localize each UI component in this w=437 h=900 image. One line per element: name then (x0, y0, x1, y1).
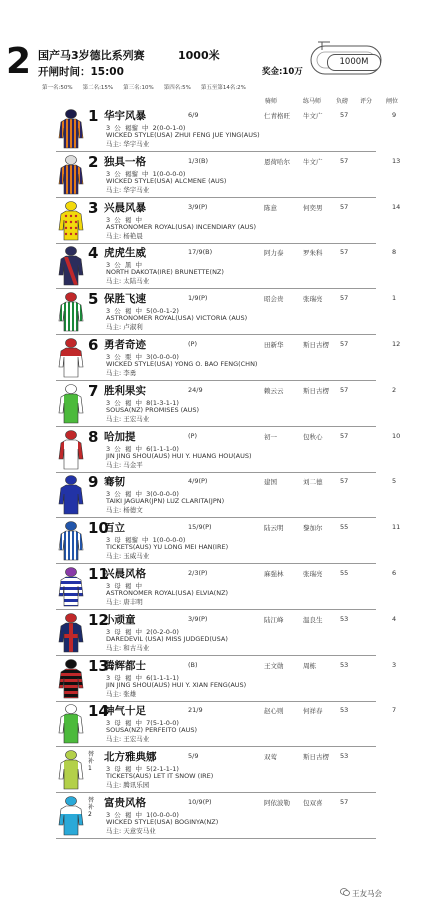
row-divider (56, 655, 376, 656)
entry-row (0, 749, 437, 793)
row-divider (56, 838, 376, 839)
horse-weight: 57 (340, 385, 349, 394)
horse-name: 富贵风格 (104, 797, 146, 809)
horse-owner: 马主: 唐丰明 (106, 598, 143, 606)
horse-number: 13 (88, 656, 109, 675)
horse-info: 3 母 褐 中 5(2-1-1-1) (106, 765, 179, 774)
entry-row (0, 520, 437, 564)
horse-pedigree: NORTH DAKOTA(IRE) BRUNETTE(NZ) (106, 268, 224, 277)
horse-info: 3 公 褐 中 (106, 215, 143, 224)
horse-weight: 57 (340, 202, 349, 211)
horse-weight: 57 (340, 111, 349, 119)
horse-odds: 4/9(P) (188, 477, 208, 486)
row-divider (56, 151, 376, 152)
horse-info: 3 母 褐骝 中 1(0-0-0-0) (106, 536, 186, 545)
horse-number: 11 (88, 565, 109, 583)
horse-pedigree: ASTRONOMER ROYAL(USA) INCENDIARY (AUS) (106, 222, 257, 231)
jockey-name: 陆江峰 (264, 615, 284, 624)
horse-info: 3 母 褐 中 (106, 582, 143, 590)
horse-owner: 马主: 华宇马业 (106, 140, 150, 148)
jockey-silk-icon (58, 108, 84, 150)
horse-number: 6 (88, 336, 99, 354)
row-divider (56, 609, 376, 610)
jockey-silk-icon (58, 337, 84, 379)
row-divider (56, 380, 376, 381)
horse-pedigree: SOUSA(NZ) PROMISES (AUS) (106, 405, 200, 414)
horse-info: 3 公 褐 中 8(1-3-1-1) (106, 398, 179, 407)
horse-odds: (P) (188, 431, 197, 440)
horse-pedigree: DAREDEVIL (USA) MISS JUDGED(USA) (106, 634, 228, 643)
jockey-name: 陈意 (264, 203, 277, 212)
horse-owner: 马主: 马金平 (106, 460, 143, 469)
horse-name: 哈加提 (104, 430, 136, 443)
horse-pedigree: WICKED STYLE(USA) YONG O. BAO FENG(CHN) (106, 360, 258, 368)
trainer-name: 包秋心 (303, 432, 323, 441)
horse-number: 3 (88, 198, 99, 217)
prize-distribution (42, 83, 412, 91)
jockey-silk-icon (58, 291, 84, 333)
horse-odds: 6/9 (188, 111, 199, 119)
trainer-name: 温良生 (303, 615, 323, 624)
jockey-name: 赖云云 (264, 386, 284, 395)
horse-pedigree: JIN JING SHOU(AUS) HUI Y. HUANG HOU(AUS) (106, 451, 252, 460)
horse-info: 3 公 褐骝 中 2(0-0-1-0) (106, 124, 186, 132)
horse-name: 兴晨风暴 (104, 201, 146, 214)
horse-number: 替补1 (88, 751, 95, 773)
trainer-name: 何奕男 (303, 203, 323, 212)
horse-info: 3 母 褐 中 6(1-1-1-1) (106, 673, 179, 682)
jockey-name: 麻强林 (264, 570, 284, 578)
horse-info: 3 公 褐 中 1(0-0-0-0) (106, 811, 179, 819)
jockey-silk-icon (58, 200, 84, 242)
prize-share-1: 第一名:50% (42, 85, 73, 91)
horse-owner: 马主: 杨德文 (106, 506, 143, 515)
row-divider (56, 426, 376, 427)
row-divider (56, 197, 376, 198)
horse-name: 胜利果实 (104, 384, 146, 397)
race-number: 2 (6, 41, 32, 82)
horse-weight: 53 (340, 752, 349, 761)
header-jockey: 骑师 (265, 98, 278, 105)
jockey-name: 昭会贵 (264, 295, 284, 304)
row-divider (56, 472, 376, 473)
horse-pedigree: ASTRONOMER ROYAL(USA) VICTORIA (AUS) (106, 314, 248, 323)
jockey-silk-icon (58, 612, 84, 654)
horse-owner: 马主: 王宏马业 (106, 735, 150, 744)
entry-row (0, 566, 437, 610)
entry-row (0, 658, 437, 702)
horse-name: 虎虎生威 (104, 247, 146, 260)
jockey-name: 初一 (264, 432, 277, 441)
horse-pedigree: TAIKI JAGUAR(JPN) LUZ CLARITA(JPN) (106, 497, 225, 506)
entry-row (0, 383, 437, 427)
track-distance-badge: 1000M (327, 54, 381, 71)
horse-info: 3 公 褐 中 3(0-0-0-0) (106, 490, 179, 499)
horse-owner: 马主: 王宏马业 (106, 414, 150, 423)
horse-number: 4 (88, 244, 99, 263)
horse-weight: 57 (340, 340, 349, 348)
horse-odds: 1/3(B) (188, 156, 208, 165)
race-start-time: 开闸时间：15:00 (38, 66, 124, 78)
trainer-name: 斯日古楞 (303, 753, 329, 762)
horse-pedigree: TICKETS(AUS) LET IT SNOW (IRE) (106, 772, 214, 781)
horse-number: 替补2 (88, 797, 95, 818)
prize-share-3: 第三名:10% (123, 85, 154, 91)
gate-position: 9 (392, 111, 397, 119)
row-divider (56, 746, 376, 747)
entry-row (0, 200, 437, 244)
row-divider (56, 792, 376, 793)
horse-name: 百立 (104, 522, 125, 535)
horse-name: 骞韧 (104, 476, 125, 489)
jockey-name: 仁青格旺 (264, 112, 290, 120)
gate-position: 11 (392, 523, 401, 532)
race-prize: 奖金:10万 (262, 67, 303, 77)
horse-info: 3 公 褐骝 中 1(0-0-0-0) (106, 169, 186, 178)
gate-position: 1 (392, 294, 397, 303)
trainer-name: 牛文广 (303, 157, 323, 166)
horse-weight: 53 (340, 706, 349, 715)
jockey-silk-icon (58, 245, 84, 287)
header-trainer: 练马师 (303, 98, 322, 105)
entry-row (0, 703, 437, 747)
gate-position: 4 (392, 614, 397, 623)
watermark-text: 王友马会 (352, 889, 382, 898)
horse-odds: 1/9(P) (188, 294, 208, 303)
row-divider (56, 243, 376, 244)
trainer-name: 斯日古楞 (303, 386, 329, 395)
horse-number: 5 (88, 290, 99, 309)
jockey-silk-icon (58, 383, 84, 425)
trainer-name: 斯日古楞 (303, 341, 329, 349)
jockey-name: 恩荷哈尔 (264, 157, 290, 166)
gate-position: 8 (392, 248, 397, 257)
jockey-silk-icon (58, 795, 84, 837)
entry-row (0, 337, 437, 381)
entry-row (0, 245, 437, 289)
horse-info: 3 公 黑 中 (106, 261, 143, 270)
horse-pedigree: WICKED STYLE(USA) BOGINYA(NZ) (106, 818, 219, 826)
horse-info: 3 公 褐 中 6(1-1-1-0) (106, 444, 179, 453)
horse-pedigree: WICKED STYLE(USA) ALCMENE (AUS) (106, 176, 227, 185)
horse-weight: 57 (340, 798, 349, 806)
row-divider (56, 288, 376, 289)
jockey-name: 王文勋 (264, 661, 284, 670)
jockey-silk-icon (58, 474, 84, 516)
horse-pedigree: WICKED STYLE(USA) ZHUI FENG JUE YING(AUS) (106, 131, 260, 139)
horse-number: 9 (88, 473, 99, 492)
horse-info: 3 母 褐 中 2(0-2-0-0) (106, 627, 179, 636)
jockey-silk-icon (58, 658, 84, 700)
gate-position: 14 (392, 202, 401, 211)
gate-position: 13 (392, 156, 401, 165)
jockey-silk-icon (58, 566, 84, 608)
horse-number: 8 (88, 427, 99, 446)
jockey-silk-icon (58, 520, 84, 562)
header-position: 闸位 (386, 98, 399, 105)
horse-odds: 15/9(P) (188, 523, 212, 532)
horse-owner: 马主: 太陆马业 (106, 277, 150, 286)
jockey-silk-icon (58, 703, 84, 745)
horse-info: 3 公 栗 中 3(0-0-0-0) (106, 353, 179, 361)
horse-weight: 55 (340, 569, 349, 577)
gate-position: 10 (392, 431, 401, 440)
trainer-name: 牛文广 (303, 112, 323, 120)
horse-weight: 53 (340, 614, 349, 623)
jockey-name: 建国 (264, 478, 277, 487)
prize-share-4: 第四名:5% (163, 85, 191, 91)
jockey-name: 田新华 (264, 341, 284, 349)
horse-name: 保胜飞速 (104, 293, 146, 306)
horse-odds: 2/3(P) (188, 569, 208, 577)
trainer-name: 何祥春 (303, 707, 323, 716)
trainer-name: 黎加尔 (303, 524, 323, 533)
header-rating: 评分 (360, 98, 373, 105)
prize-share-5: 第五至第14名:2% (200, 85, 246, 91)
horse-name: 独具一格 (104, 155, 146, 168)
trainer-name: 张瑞亮 (303, 295, 323, 304)
jockey-name: 陆云明 (264, 524, 284, 533)
jockey-silk-icon (58, 749, 84, 791)
horse-odds: (P) (188, 340, 197, 348)
header-weight: 负磅 (336, 98, 349, 105)
horse-owner: 马主: 杨艳晨 (106, 231, 143, 240)
trainer-name: 罗朱科 (303, 249, 323, 258)
horse-owner: 马主: 和古马业 (106, 643, 150, 652)
gate-position: 7 (392, 706, 397, 715)
trainer-name: 包双喜 (303, 799, 323, 807)
horse-odds: 10/9(P) (188, 798, 212, 806)
horse-owner: 马主: 华宇马业 (106, 185, 150, 194)
horse-odds: 3/9(P) (188, 202, 208, 211)
entry-row (0, 154, 437, 198)
entry-row (0, 612, 437, 656)
trainer-name: 周栋 (303, 661, 316, 670)
horse-odds: 5/9 (188, 752, 199, 761)
horse-odds: 21/9 (188, 706, 203, 715)
horse-owner: 马主: 玉威马业 (106, 552, 150, 561)
race-distance: 1000米 (178, 49, 220, 62)
entry-row (0, 474, 437, 518)
horse-owner: 马主: 卢淑利 (106, 323, 143, 332)
gate-position: 12 (392, 340, 401, 348)
entry-row (0, 291, 437, 335)
horse-pedigree: SOUSA(NZ) PERFEITO (AUS) (106, 726, 198, 735)
horse-weight: 57 (340, 431, 349, 440)
horse-weight: 57 (340, 477, 349, 486)
horse-name: 华宇风暴 (104, 110, 146, 122)
horse-pedigree: JIN JING SHOU(AUS) HUI Y. XIAN FENG(AUS) (106, 680, 247, 689)
horse-number: 7 (88, 381, 99, 400)
trainer-name: 张瑞亮 (303, 570, 323, 578)
trainer-name: 刘二德 (303, 478, 323, 487)
horse-odds: 24/9 (188, 385, 203, 394)
jockey-name: 双莺 (264, 753, 277, 762)
entry-row (0, 429, 437, 473)
jockey-name: 赵心则 (264, 707, 284, 716)
horse-pedigree: ASTRONOMER ROYAL(USA) ELVIA(NZ) (106, 589, 229, 597)
horse-weight: 57 (340, 156, 349, 165)
jockey-silk-icon (58, 429, 84, 471)
horse-name: 小顽童 (104, 613, 136, 626)
horse-name: 神气十足 (104, 705, 146, 718)
horse-info: 3 公 褐 中 5(0-0-1-2) (106, 307, 179, 316)
wechat-logo-icon (340, 887, 350, 897)
horse-weight: 57 (340, 294, 349, 303)
entry-row (0, 108, 437, 152)
horse-number: 10 (88, 519, 109, 538)
horse-name: 北方雅典娜 (104, 751, 157, 764)
horse-owner: 马主: 腾讯乐园 (106, 781, 150, 790)
horse-odds: 3/9(P) (188, 614, 208, 623)
horse-weight: 55 (340, 523, 349, 532)
horse-number: 1 (88, 107, 99, 125)
horse-owner: 马主: 天意安马业 (106, 827, 156, 835)
entry-row (0, 795, 437, 839)
horse-odds: 17/9(B) (188, 248, 213, 257)
row-divider (56, 334, 376, 335)
prize-share-2: 第二名:15% (82, 85, 114, 91)
gate-position: 6 (392, 569, 397, 577)
jockey-name: 阿力泰 (264, 249, 284, 258)
horse-weight: 57 (340, 248, 349, 257)
horse-number: 14 (88, 702, 109, 721)
horse-owner: 马主: 张雄 (106, 689, 137, 698)
horse-pedigree: TICKETS(AUS) YU LONG MEI HAN(IRE) (106, 543, 229, 552)
horse-name: 勇者奇迹 (104, 339, 146, 351)
jockey-silk-icon (58, 154, 84, 196)
horse-weight: 53 (340, 660, 349, 669)
horse-name: 兴晨风格 (104, 568, 146, 580)
horse-name: 腾辉都士 (104, 659, 146, 672)
gate-position: 3 (392, 660, 397, 669)
race-title: 国产马3岁德比系列赛 (38, 49, 145, 62)
jockey-name: 阿依波勒 (264, 799, 290, 807)
horse-info: 3 母 褐 中 7(5-1-0-0) (106, 719, 179, 728)
horse-odds: (B) (188, 660, 198, 669)
horse-number: 12 (88, 610, 109, 629)
horse-owner: 马主: 李勇 (106, 369, 137, 377)
horse-number: 2 (88, 152, 99, 171)
gate-position: 5 (392, 477, 397, 486)
gate-position: 2 (392, 385, 397, 394)
